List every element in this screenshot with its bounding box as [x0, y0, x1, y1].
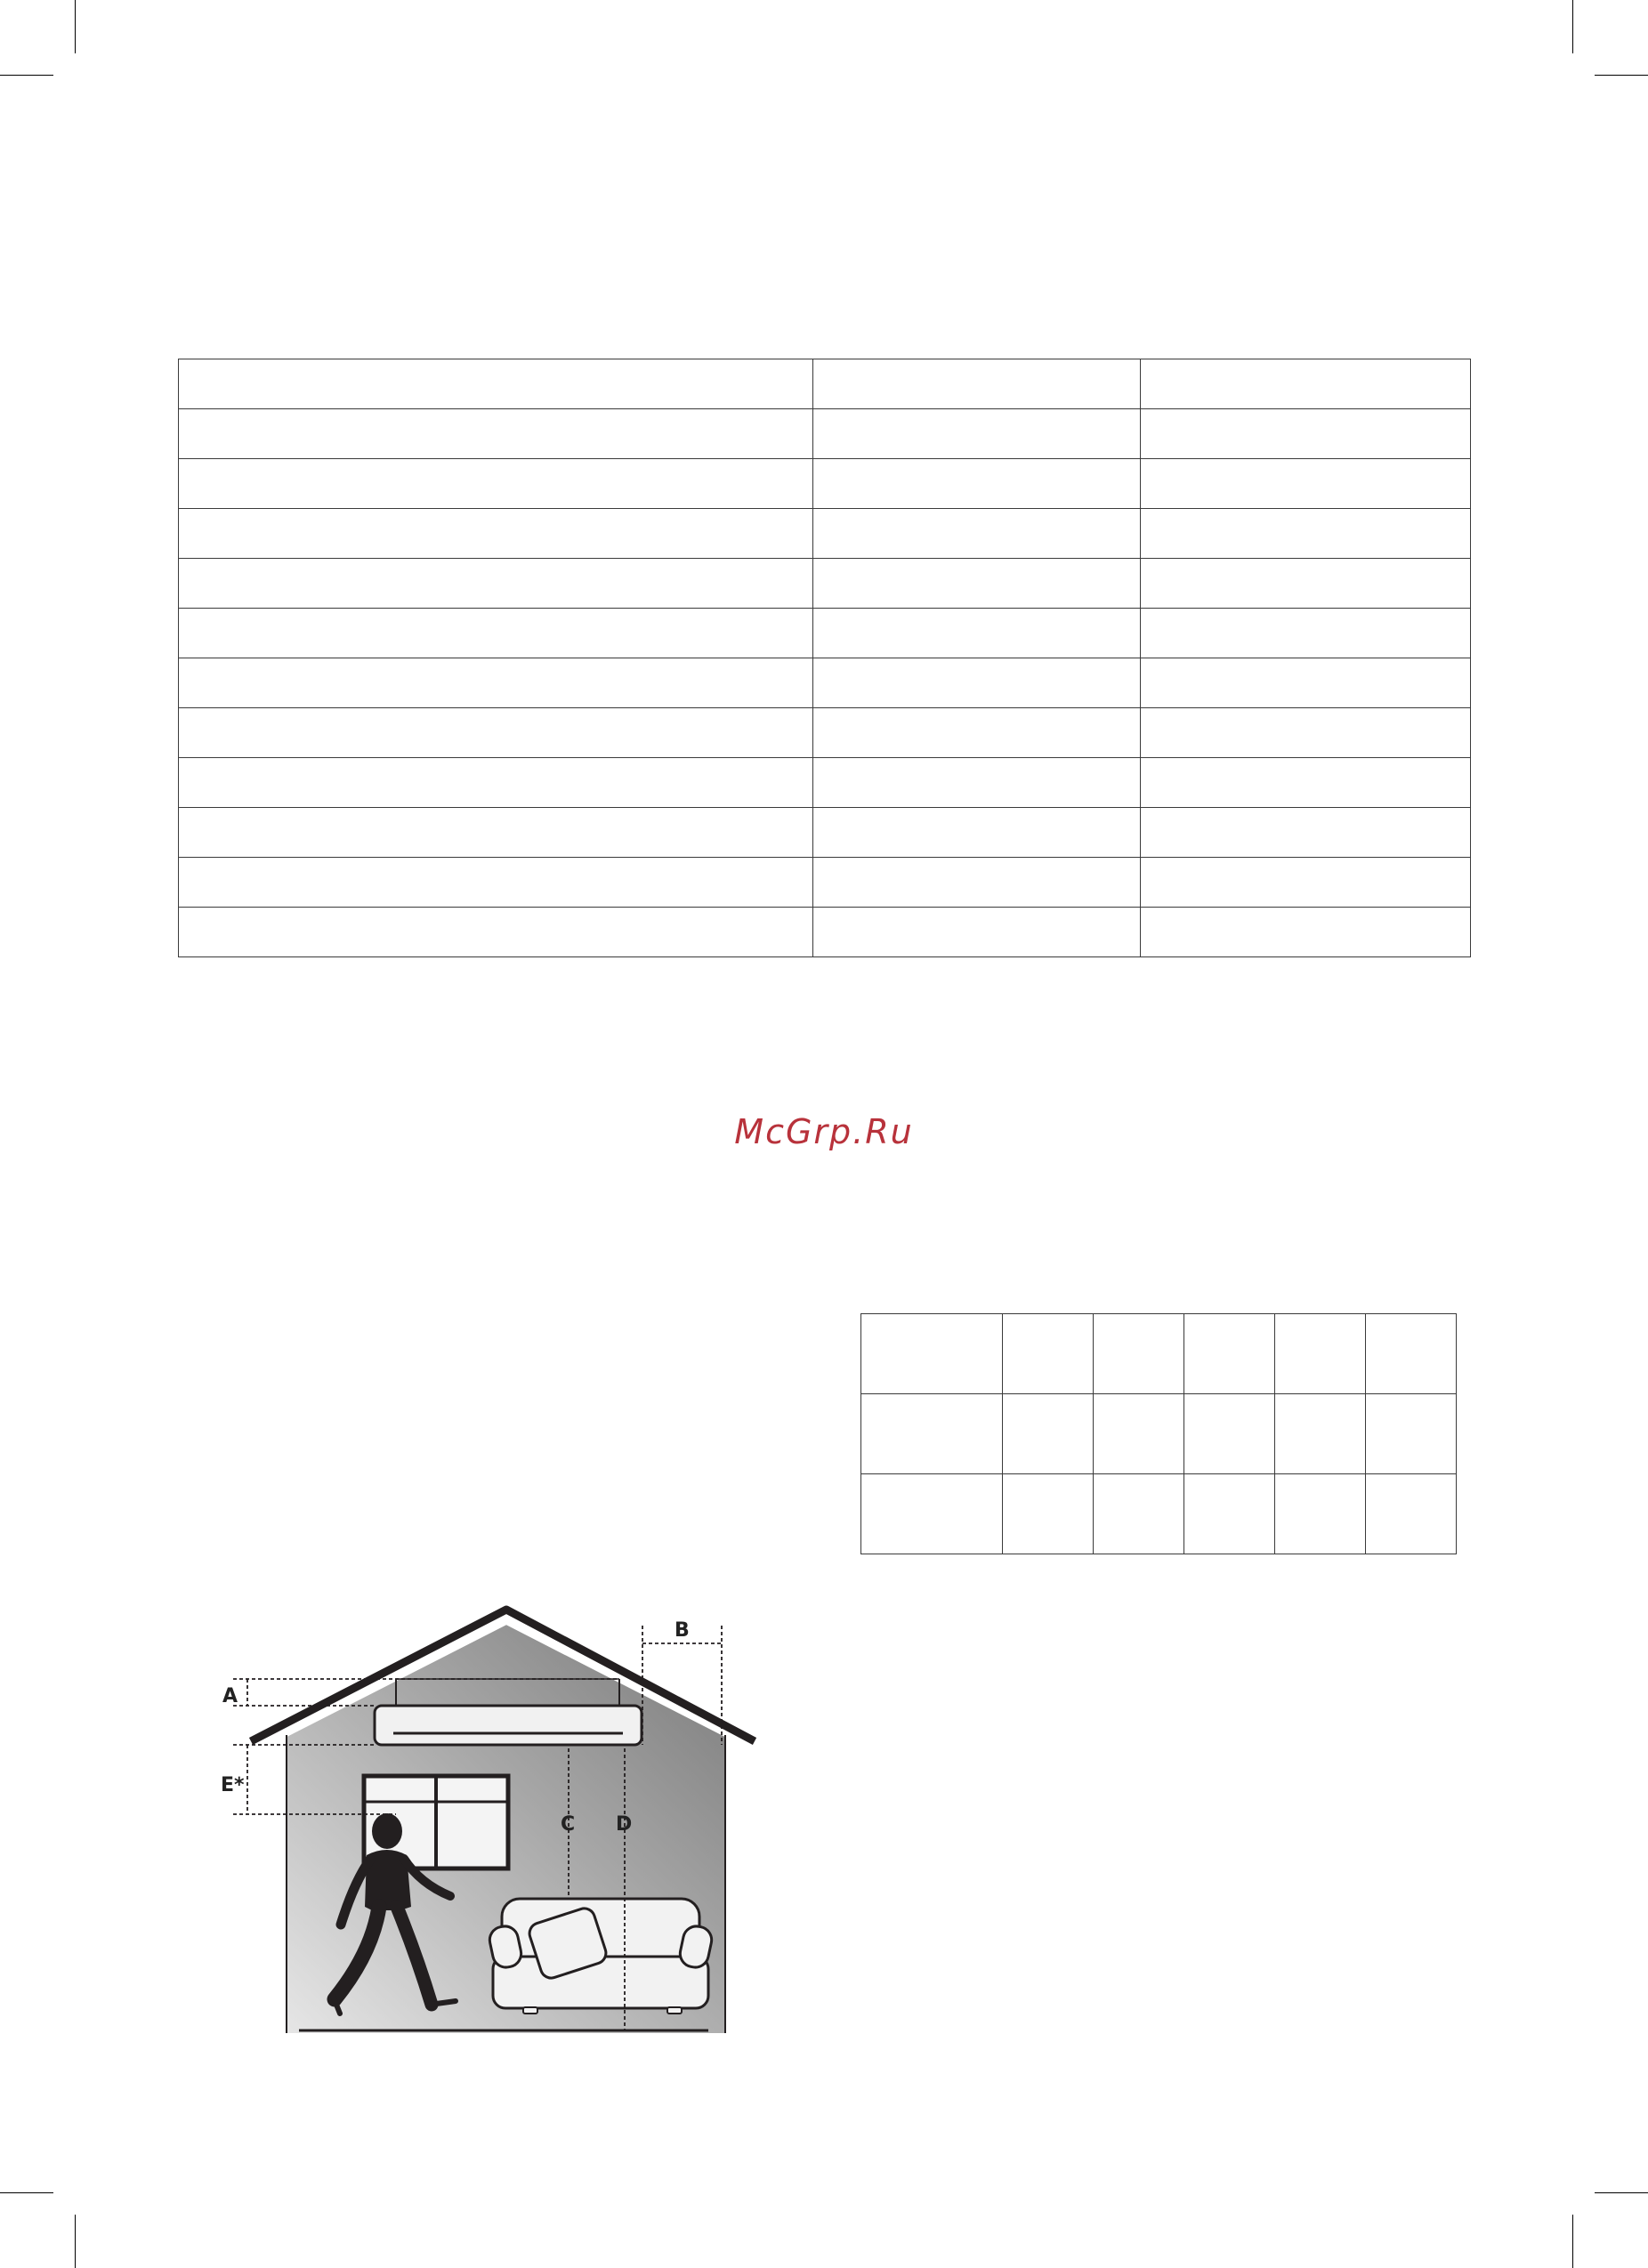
table-row [179, 559, 1471, 609]
dimension-label-d: D [616, 1813, 633, 1836]
crop-mark-bottom-left-vertical [75, 2215, 76, 2268]
table-cell [813, 708, 1141, 758]
crop-mark-bottom-right-horizontal [1595, 2192, 1648, 2193]
table-row [179, 908, 1471, 957]
crop-mark-bottom-right-vertical [1572, 2215, 1573, 2268]
table-cell [813, 509, 1141, 559]
table-cell [1003, 1314, 1094, 1394]
table-cell [813, 559, 1141, 609]
dimension-label-e: E* [221, 1774, 245, 1796]
table-row [179, 858, 1471, 908]
table-cell [861, 1314, 1003, 1394]
crop-mark-top-right-vertical [1572, 0, 1573, 53]
table-cell [1094, 1314, 1184, 1394]
table-cell [813, 459, 1141, 509]
table-cell [1141, 409, 1471, 459]
watermark: McGrp.Ru [734, 1112, 914, 1151]
table-cell [179, 509, 813, 559]
table-cell [179, 758, 813, 808]
table-cell [1184, 1474, 1275, 1554]
table-cell [1141, 908, 1471, 957]
crop-mark-top-left-horizontal [0, 75, 53, 76]
table-cell [813, 658, 1141, 708]
table-row [861, 1474, 1457, 1554]
dimension-label-c: C [561, 1813, 576, 1836]
table-row [861, 1314, 1457, 1394]
table-row [179, 658, 1471, 708]
table-row [179, 708, 1471, 758]
table-cell [1366, 1314, 1457, 1394]
table-cell [1141, 509, 1471, 559]
crop-mark-top-left-vertical [75, 0, 76, 53]
table-cell [1141, 459, 1471, 509]
dimension-label-a: A [222, 1685, 238, 1707]
table-cell [1184, 1314, 1275, 1394]
table-cell [1141, 658, 1471, 708]
table-cell [179, 359, 813, 409]
table-cell [179, 808, 813, 858]
table-cell [1141, 359, 1471, 409]
sofa-icon [488, 1899, 715, 2014]
table-row [179, 409, 1471, 459]
table-cell [1275, 1474, 1366, 1554]
table-cell [1003, 1474, 1094, 1554]
table-cell [179, 459, 813, 509]
table-row [179, 509, 1471, 559]
air-conditioner-icon [375, 1706, 642, 1745]
table-cell [1184, 1394, 1275, 1474]
table-row [179, 459, 1471, 509]
table-cell [1003, 1394, 1094, 1474]
distance-table [860, 1313, 1457, 1554]
installation-diagram [214, 1597, 765, 2042]
table-cell [813, 808, 1141, 858]
table-cell [179, 609, 813, 658]
table-row [179, 758, 1471, 808]
table-cell [1141, 559, 1471, 609]
table-cell [1094, 1394, 1184, 1474]
table-cell [1366, 1474, 1457, 1554]
table-cell [1141, 758, 1471, 808]
table-cell [1275, 1314, 1366, 1394]
table-cell [1141, 808, 1471, 858]
table-row [179, 359, 1471, 409]
table-cell [1275, 1394, 1366, 1474]
table-cell [1141, 858, 1471, 908]
spec-table [178, 359, 1471, 957]
table-cell [813, 409, 1141, 459]
table-row [179, 808, 1471, 858]
table-cell [861, 1474, 1003, 1554]
table-cell [1366, 1394, 1457, 1474]
table-cell [179, 409, 813, 459]
table-cell [179, 559, 813, 609]
table-cell [1141, 609, 1471, 658]
table-cell [813, 858, 1141, 908]
table-cell [813, 359, 1141, 409]
table-cell [861, 1394, 1003, 1474]
table-cell [813, 609, 1141, 658]
table-cell [179, 858, 813, 908]
crop-mark-bottom-left-horizontal [0, 2192, 53, 2193]
dimension-label-b: B [675, 1619, 690, 1642]
table-cell [1141, 708, 1471, 758]
table-cell [179, 658, 813, 708]
table-cell [179, 908, 813, 957]
table-row [179, 609, 1471, 658]
crop-mark-top-right-horizontal [1595, 75, 1648, 76]
table-cell [813, 908, 1141, 957]
table-row [861, 1394, 1457, 1474]
table-cell [179, 708, 813, 758]
table-cell [813, 758, 1141, 808]
table-cell [1094, 1474, 1184, 1554]
